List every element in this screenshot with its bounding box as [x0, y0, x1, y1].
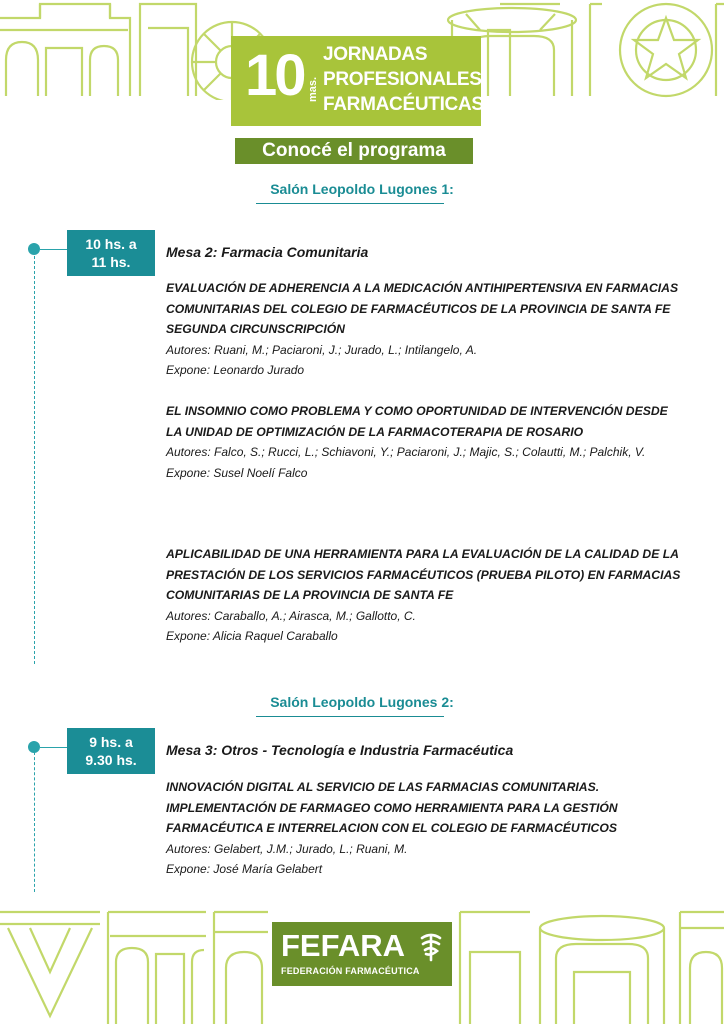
salon-underline-2 — [256, 716, 444, 717]
salon-heading-2: Salón Leopoldo Lugones 2: — [270, 694, 454, 710]
program-banner: Conocé el programa — [235, 138, 473, 164]
time-slot-1-end: 11 hs. — [91, 254, 131, 270]
time-slot-2-end: 9.30 hs. — [85, 752, 137, 768]
presentation-authors: Autores: Caraballo, A.; Airasca, M.; Gallotto, C. — [166, 608, 416, 623]
logo-title-line-2: PROFESIONALES — [323, 69, 482, 90]
presentation-entry — [166, 544, 681, 647]
mesa-title-1: Mesa 2: Farmacia Comunitaria — [166, 244, 369, 260]
timeline-connector-2 — [40, 747, 67, 748]
jornadas-logo — [231, 36, 484, 126]
timeline-dot-2 — [28, 741, 40, 753]
presentation-authors: Autores: Gelabert, J.M.; Jurado, L.; Ruani, M. — [166, 841, 408, 856]
fefara-name: FEFARA — [281, 928, 405, 963]
presentation-title: EL INSOMNIO COMO PROBLEMA Y COMO OPORTUNIDAD DE INTERVENCIÓN DESDE LA UNIDAD DE OPTIMIZACIÓN DE LA FARMACOTERAPIA DE ROSARIO — [166, 404, 668, 439]
presentation-authors: Autores: Falco, S.; Rucci, L.; Schiavoni, Y.; Paciaroni, J.; Majic, S.; Colautti, M.; Palchik, V. — [166, 445, 646, 459]
presentation-speaker: Expone: Alicia Raquel Caraballo — [166, 629, 338, 643]
presentation-entry — [166, 401, 681, 483]
presentation-speaker: Expone: Susel Noelí Falco — [166, 465, 308, 480]
presentation-entry — [166, 278, 681, 381]
logo-title-line-1: JORNADAS — [323, 44, 428, 65]
timeline-line-2 — [34, 752, 35, 892]
fefara-subtitle: FEDERACIÓN FARMACÉUTICA — [281, 966, 420, 976]
caduceus-icon — [418, 932, 444, 962]
fefara-logo — [272, 922, 452, 986]
logo-number: 10 — [245, 43, 304, 108]
time-slot-1-start: 10 hs. a — [85, 236, 137, 252]
presentation-title: APLICABILIDAD DE UNA HERRAMIENTA PARA LA EVALUACIÓN DE LA CALIDAD DE LA PRESTACIÓN DE LOS SERVICIOS FARMACÉUTICOS (PRUEBA PILOTO) EN FARMACIAS COMUNITARIAS DE LA PROVINCIA DE SANTA FE — [166, 547, 681, 602]
logo-title-line-3: FARMACÉUTICAS — [323, 94, 484, 115]
timeline-line-1 — [34, 256, 35, 664]
time-slot-2-start: 9 hs. a — [89, 734, 133, 750]
logo-title — [323, 42, 484, 117]
presentation-authors: Autores: Ruani, M.; Paciaroni, J.; Jurado, L.; Intilangelo, A. — [166, 342, 478, 357]
presentation-title: INNOVACIÓN DIGITAL AL SERVICIO DE LAS FARMACIAS COMUNITARIAS. IMPLEMENTACIÓN DE FARMAGEO COMO HERRAMIENTA PARA LA GESTIÓN FARMACÉUTICA E INTERRELACION CON EL COLEGIO DE FARMACÉUTICOS — [166, 780, 618, 835]
time-slot-2 — [67, 728, 155, 774]
salon-heading-1: Salón Leopoldo Lugones 1: — [270, 181, 454, 197]
timeline-connector-1 — [40, 249, 67, 250]
time-slot-1 — [67, 230, 155, 276]
presentation-title: EVALUACIÓN DE ADHERENCIA A LA MEDICACIÓN ANTIHIPERTENSIVA EN FARMACIAS COMUNITARIAS DEL COLEGIO DE FARMACÉUTICOS DE LA PROVINCIA DE SANTA FE SEGUNDA CIRCUNSCRIPCIÓN — [166, 281, 679, 336]
mesa-title-2: Mesa 3: Otros - Tecnología e Industria Farmacéutica — [166, 742, 514, 758]
presentation-speaker: Expone: José María Gelabert — [166, 862, 323, 876]
presentation-speaker: Expone: Leonardo Jurado — [166, 363, 305, 377]
presentation-entry — [166, 777, 681, 880]
timeline-dot-1 — [28, 243, 40, 255]
logo-suffix: mas. — [307, 76, 319, 102]
salon-underline-1 — [256, 203, 444, 204]
